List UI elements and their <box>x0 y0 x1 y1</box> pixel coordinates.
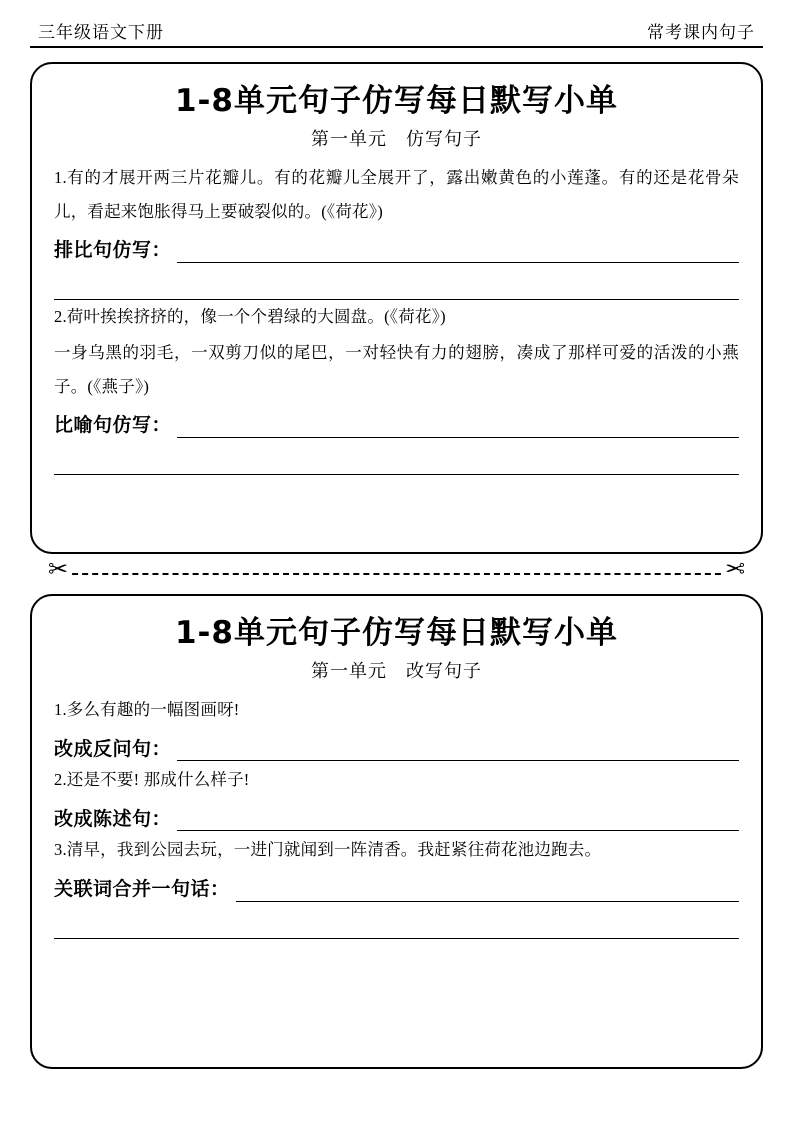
cut-line-divider <box>30 556 763 590</box>
card-subtitle: 第一单元 仿写句子 <box>311 128 482 149</box>
question-text: 1.多么有趣的一幅图画呀! <box>54 699 240 719</box>
worksheet-card-1 <box>30 62 763 554</box>
answer-row <box>54 803 739 832</box>
prompt-label: 排比句仿写： <box>54 239 172 262</box>
answer-line[interactable] <box>177 236 739 263</box>
answer-line[interactable] <box>54 265 739 300</box>
answer-row <box>54 409 739 438</box>
answer-line[interactable] <box>236 875 739 902</box>
prompt-label: 比喻句仿写： <box>54 414 172 437</box>
prompt-label: 改成陈述句： <box>54 807 172 830</box>
page-header <box>30 18 763 48</box>
answer-row <box>54 234 739 263</box>
answer-row <box>54 873 739 902</box>
question-text: 3.清早，我到公园去玩，一进门就闻到一阵清香。我赶紧往荷花池边跑去。 <box>54 840 602 860</box>
question-text: 1.有的才展开两三片花瓣儿。有的花瓣儿全展开了，露出嫩黄色的小莲蓬。有的还是花骨朵儿，看起来饱胀得马上要破裂似的。(《荷花》) <box>54 167 739 221</box>
scissors-icon: ✂ <box>48 557 69 583</box>
prompt-label: 关联词合并一句话： <box>54 878 230 901</box>
question-text: 2.还是不要! 那成什么样子! <box>54 770 250 790</box>
header-subject: 三年级语文下册 <box>38 23 164 42</box>
question-text: 2.荷叶挨挨挤挤的，像一个个碧绿的大圆盘。(《荷花》) <box>54 306 446 326</box>
worksheet-card-2 <box>30 594 763 1069</box>
answer-line[interactable] <box>177 804 739 831</box>
question-text: 一身乌黑的羽毛，一双剪刀似的尾巴，一对轻快有力的翅膀，凑成了那样可爱的活泼的小燕子。(《燕子》) <box>54 342 739 396</box>
answer-row <box>54 733 739 762</box>
scissors-icon: ✂ <box>724 557 745 583</box>
answer-line[interactable] <box>177 734 739 761</box>
card-subtitle: 第一单元 改写句子 <box>311 660 482 681</box>
dashed-line <box>52 573 741 575</box>
header-topic: 常考课内句子 <box>647 23 755 42</box>
prompt-label: 改成反问句： <box>54 737 172 760</box>
answer-line[interactable] <box>177 411 739 438</box>
answer-line[interactable] <box>54 904 739 939</box>
answer-line[interactable] <box>54 440 739 475</box>
card-title: 1-8单元句子仿写每日默写小单 <box>174 615 618 651</box>
card-title: 1-8单元句子仿写每日默写小单 <box>174 83 618 119</box>
